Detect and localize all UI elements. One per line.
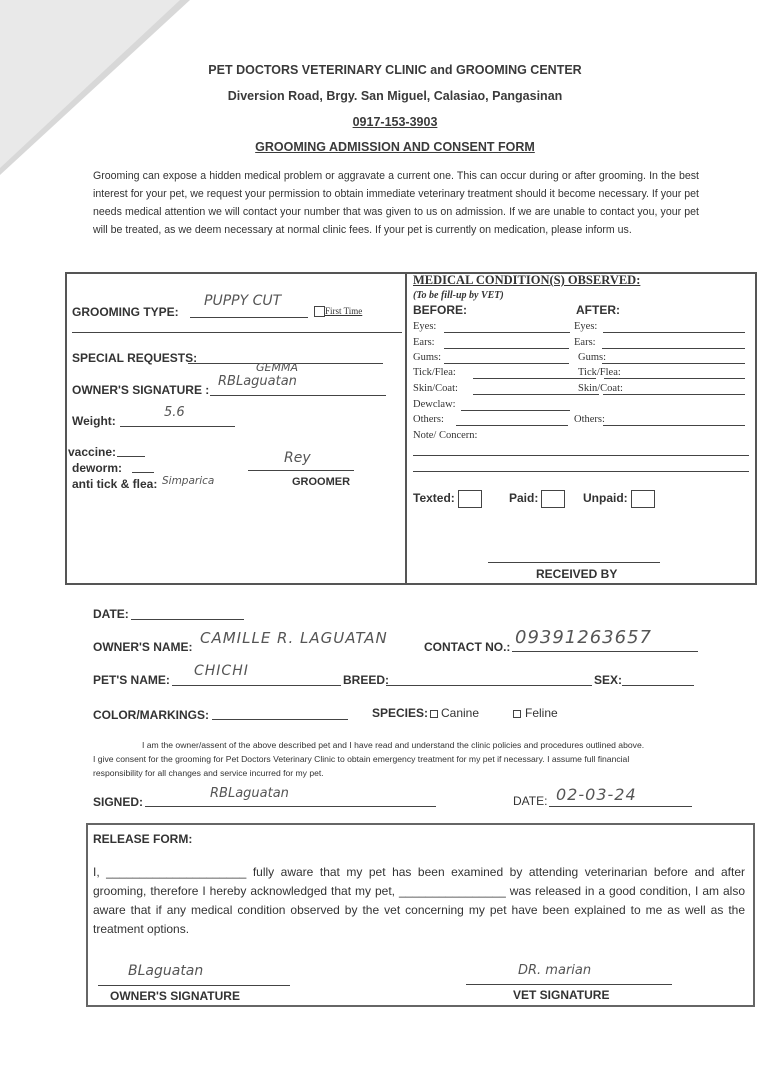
vet-signature-line bbox=[466, 984, 672, 985]
medical-condition-title: MEDICAL CONDITION(S) OBSERVED: bbox=[413, 273, 641, 287]
owner-name-label: OWNER'S NAME: bbox=[93, 640, 193, 654]
deworm-line bbox=[132, 472, 154, 473]
deworm-label: deworm: bbox=[72, 461, 123, 475]
pet-name-label: PET'S NAME: bbox=[93, 673, 170, 687]
groomer-label: GROOMER bbox=[292, 476, 351, 488]
clinic-phone: 0917-153-3903 bbox=[352, 115, 438, 129]
color-markings-line[interactable] bbox=[212, 719, 348, 720]
grooming-type-line bbox=[190, 317, 308, 318]
groomer-value[interactable]: Rey bbox=[284, 450, 311, 466]
species-label: SPECIES: bbox=[372, 706, 429, 720]
weight-label: Weight: bbox=[72, 414, 116, 428]
before-item-line[interactable] bbox=[456, 425, 568, 426]
after-item-line[interactable] bbox=[603, 394, 745, 395]
breed-line[interactable] bbox=[386, 685, 592, 686]
note-line-1[interactable] bbox=[413, 455, 749, 456]
signed-value[interactable]: RBLaguatan bbox=[210, 786, 289, 801]
form-title: GROOMING ADMISSION AND CONSENT FORM bbox=[255, 140, 535, 154]
release-owner-signature-value[interactable]: BLaguatan bbox=[128, 963, 204, 979]
after-item-label: Ears: bbox=[574, 337, 596, 348]
vaccine-line bbox=[117, 456, 145, 457]
after-item-label: Gums: bbox=[578, 352, 607, 363]
special-requests-label: SPECIAL REQUESTS: bbox=[72, 351, 198, 365]
before-item-line[interactable] bbox=[473, 394, 599, 395]
consent-line-3: responsibility for all changes and service incurred for my pet. bbox=[93, 768, 324, 778]
medical-condition-subtitle: (To be fill-up by VET) bbox=[413, 290, 504, 301]
texted-field bbox=[413, 490, 482, 508]
grooming-type-extra-line bbox=[72, 332, 402, 333]
vet-signature-value[interactable]: DR. marian bbox=[518, 963, 592, 978]
special-requests-value[interactable]: GEMMA bbox=[256, 361, 298, 374]
first-time-label: First Time bbox=[325, 306, 363, 316]
pet-name-value[interactable]: CHICHI bbox=[194, 663, 249, 679]
after-item-line[interactable] bbox=[604, 378, 745, 379]
paid-label: Paid: bbox=[509, 491, 539, 506]
weight-line bbox=[120, 426, 235, 427]
texted-checkbox[interactable] bbox=[458, 490, 482, 508]
before-item-line[interactable] bbox=[444, 332, 570, 333]
clinic-address: Diversion Road, Brgy. San Miguel, Calasiao, Pangasinan bbox=[227, 89, 563, 103]
vet-signature-label: VET SIGNATURE bbox=[513, 988, 610, 1002]
before-item-line[interactable] bbox=[473, 378, 596, 379]
weight-value[interactable]: 5.6 bbox=[164, 405, 185, 420]
texted-label: Texted: bbox=[413, 491, 455, 506]
feline-label: Feline bbox=[525, 706, 558, 720]
after-item-line[interactable] bbox=[603, 332, 745, 333]
after-item-line[interactable] bbox=[603, 425, 745, 426]
clinic-name: PET DOCTORS VETERINARY CLINIC and GROOMING CENTER bbox=[208, 63, 582, 77]
after-item-label: Eyes: bbox=[574, 321, 598, 332]
consent-line-2: I give consent for the grooming for Pet Doctors Veterinary Clinic to obtain emergency treatment for my pet if necessary. I assume full financial bbox=[93, 754, 630, 764]
before-item-label: Skin/Coat: bbox=[413, 383, 458, 394]
before-item-label: Gums: bbox=[413, 352, 442, 363]
signed-date-line bbox=[549, 806, 692, 807]
canine-checkbox[interactable] bbox=[430, 710, 438, 718]
unpaid-label: Unpaid: bbox=[583, 491, 628, 506]
grooming-type-label: GROOMING TYPE: bbox=[72, 305, 179, 319]
signed-date-label: DATE: bbox=[513, 794, 548, 808]
release-owner-signature-line bbox=[98, 985, 290, 986]
owner-signature-line bbox=[210, 395, 386, 396]
paid-field bbox=[509, 490, 565, 508]
first-time-checkbox[interactable] bbox=[314, 306, 325, 317]
before-item-label: Tick/Flea: bbox=[413, 367, 456, 378]
owner-name-value[interactable]: CAMILLE R. LAGUATAN bbox=[200, 629, 388, 647]
groomer-line bbox=[248, 470, 354, 471]
unpaid-checkbox[interactable] bbox=[631, 490, 655, 508]
grooming-type-value[interactable]: PUPPY CUT bbox=[204, 293, 282, 309]
before-item-line[interactable] bbox=[444, 348, 569, 349]
anti-tick-label: anti tick & flea: bbox=[72, 477, 158, 491]
received-by-line[interactable] bbox=[488, 562, 660, 563]
contact-line bbox=[512, 651, 698, 652]
after-item-line[interactable] bbox=[602, 348, 745, 349]
sex-label: SEX: bbox=[594, 673, 623, 687]
note-line-2[interactable] bbox=[413, 471, 749, 472]
before-item-label: Ears: bbox=[413, 337, 435, 348]
release-paragraph: I, _____________________ fully aware that my pet has been examined by attending veterinarian before and after grooming, therefore I hereby acknowledged that my pet, ________________ was released in a good condition, I am also aware that if any medical condition observed by the vet concerning my pet have been explained to me as well as the treatment options. bbox=[93, 865, 745, 936]
owner-signature-label: OWNER'S SIGNATURE : bbox=[72, 383, 210, 397]
intro-paragraph: Grooming can expose a hidden medical problem or aggravate a current one. This can occur during or after grooming. In the best interest for your pet, we request your permission to obtain immediate veterinary treatment should it become necessary. If your pet needs medical attention we will contact your number that was given to us on admission. If we are unable to contact you, your pet will be treated, as we deem necessary at normal clinic fees. If your pet is currently on medication, please inform us. bbox=[93, 170, 699, 236]
received-by-label: RECEIVED BY bbox=[536, 567, 618, 581]
before-item-label: Others: bbox=[413, 414, 444, 425]
signed-line bbox=[145, 806, 436, 807]
signed-label: SIGNED: bbox=[93, 795, 144, 809]
canine-label: Canine bbox=[441, 706, 480, 720]
after-item-line[interactable] bbox=[602, 363, 745, 364]
anti-tick-value[interactable]: Simparica bbox=[162, 475, 215, 487]
date-line[interactable] bbox=[131, 619, 244, 620]
release-form-title: RELEASE FORM: bbox=[93, 832, 193, 846]
before-item-label: Eyes: bbox=[413, 321, 437, 332]
after-label: AFTER: bbox=[576, 303, 620, 317]
after-item-label: Others: bbox=[574, 414, 605, 425]
owner-signature-value[interactable]: RBLaguatan bbox=[218, 374, 297, 389]
contact-value[interactable]: 09391263657 bbox=[515, 627, 652, 648]
before-label: BEFORE: bbox=[413, 303, 467, 317]
admission-box-divider bbox=[405, 272, 407, 583]
paid-checkbox[interactable] bbox=[541, 490, 565, 508]
pet-name-line bbox=[172, 685, 341, 686]
sex-line[interactable] bbox=[622, 685, 694, 686]
note-label: Note/ Concern: bbox=[413, 430, 478, 441]
feline-checkbox[interactable] bbox=[513, 710, 521, 718]
unpaid-field bbox=[583, 490, 655, 508]
release-owner-signature-label: OWNER'S SIGNATURE bbox=[110, 989, 240, 1003]
after-item-label: Tick/Flea: bbox=[578, 367, 621, 378]
color-markings-label: COLOR/MARKINGS: bbox=[93, 708, 209, 722]
before-item-line[interactable] bbox=[461, 410, 570, 411]
contact-label: CONTACT NO.: bbox=[424, 640, 511, 654]
before-item-label: Dewclaw: bbox=[413, 399, 456, 410]
signed-date-value[interactable]: 02-03-24 bbox=[556, 785, 637, 804]
after-item-label: Skin/Coat: bbox=[578, 383, 623, 394]
consent-line-1: I am the owner/assent of the above described pet and I have read and understand the clinic policies and procedures outlined above. bbox=[142, 740, 645, 750]
date-label: DATE: bbox=[93, 607, 129, 621]
breed-label: BREED: bbox=[343, 673, 390, 687]
before-item-line[interactable] bbox=[444, 363, 569, 364]
vaccine-label: vaccine: bbox=[68, 445, 117, 459]
